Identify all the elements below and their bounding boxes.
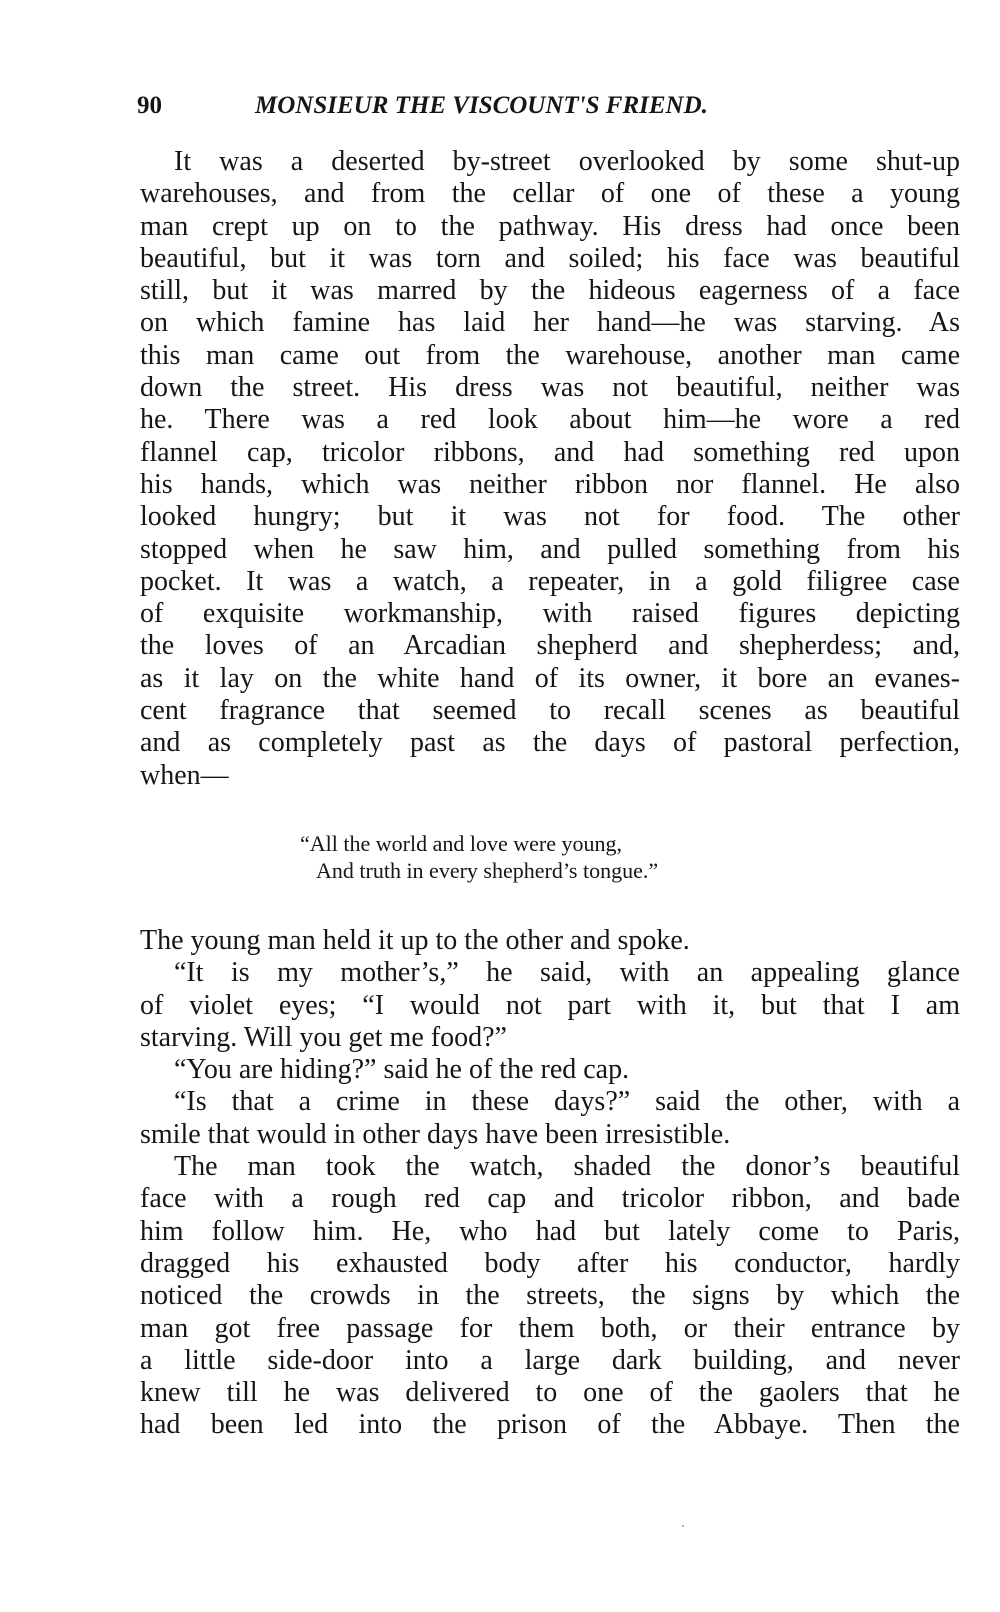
text-line: down the street. His dress was not beautiful, neither was	[140, 372, 960, 404]
text-line: his hands, which was neither ribbon nor flannel. He also	[140, 468, 960, 500]
text-line: “You are hiding?” said he of the red cap.	[174, 1054, 630, 1086]
text-line: a little side-door into a large dark building, and never	[140, 1344, 960, 1376]
text-line: “Is that a crime in these days?” said the other, with a	[174, 1086, 960, 1118]
text-line: beautiful, but it was torn and soiled; his face was beautiful	[140, 242, 960, 274]
running-title: MONSIEUR THE VISCOUNT'S FRIEND.	[255, 92, 708, 119]
text-line: flannel cap, tricolor ribbons, and had something red upon	[140, 436, 960, 468]
paragraph-continuation	[140, 925, 960, 1442]
text-line: when—	[140, 759, 229, 791]
text-line: pocket. It was a watch, a repeater, in a gold filigree case	[140, 565, 960, 597]
text-line: The man took the watch, shaded the donor’s beautiful	[174, 1151, 960, 1183]
text-line: face with a rough red cap and tricolor ribbon, and bade	[140, 1183, 960, 1215]
verse-quotation	[300, 830, 820, 884]
paragraph-opening	[140, 146, 960, 792]
text-line: as it lay on the white hand of its owner, it bore an evanes-	[140, 662, 960, 694]
text-line: “It is my mother’s,” he said, with an appealing glance	[174, 957, 960, 989]
text-line: looked hungry; but it was not for food. The other	[140, 501, 960, 533]
text-line: him follow him. He, who had but lately come to Paris,	[140, 1215, 960, 1247]
text-line: he. There was a red look about him—he wore a red	[140, 404, 960, 436]
text-line: The young man held it up to the other and spoke.	[140, 925, 690, 956]
text-line: smile that would in other days have been irresistible.	[140, 1118, 731, 1150]
text-line: man got free passage for them both, or their entrance by	[140, 1312, 960, 1344]
text-line: dragged his exhausted body after his conductor, hardly	[140, 1247, 960, 1279]
text-line: had been led into the prison of the Abbaye. Then the	[140, 1409, 960, 1441]
text-line: cent fragrance that seemed to recall scenes as beautiful	[140, 695, 960, 727]
text-line: noticed the crowds in the streets, the signs by which the	[140, 1280, 960, 1312]
text-line: and as completely past as the days of pastoral perfection,	[140, 727, 960, 759]
text-line: still, but it was marred by the hideous eagerness of a face	[140, 275, 960, 307]
text-line: of exquisite workmanship, with raised figures depicting	[140, 598, 960, 630]
text-line: warehouses, and from the cellar of one of these a young	[140, 178, 960, 210]
verse-line: “All the world and love were young,	[300, 831, 622, 856]
text-line: It was a deserted by-street overlooked by some shut-up	[174, 146, 960, 177]
text-line: of violet eyes; “I would not part with it, but that I am	[140, 989, 960, 1021]
text-line: starving. Will you get me food?”	[140, 1021, 507, 1053]
text-line: this man came out from the warehouse, another man came	[140, 339, 960, 371]
page-number: 90	[137, 92, 162, 119]
text-line: the loves of an Arcadian shepherd and shepherdess; and,	[140, 630, 960, 662]
text-line: man crept up on to the pathway. His dress had once been	[140, 210, 960, 242]
text-line: on which famine has laid her hand—he was starving. As	[140, 307, 960, 339]
text-line: stopped when he saw him, and pulled something from his	[140, 533, 960, 565]
verse-line: And truth in every shepherd’s tongue.”	[316, 858, 659, 883]
paper-speck	[682, 1525, 684, 1527]
text-line: knew till he was delivered to one of the gaolers that he	[140, 1377, 960, 1409]
running-header	[137, 86, 857, 126]
